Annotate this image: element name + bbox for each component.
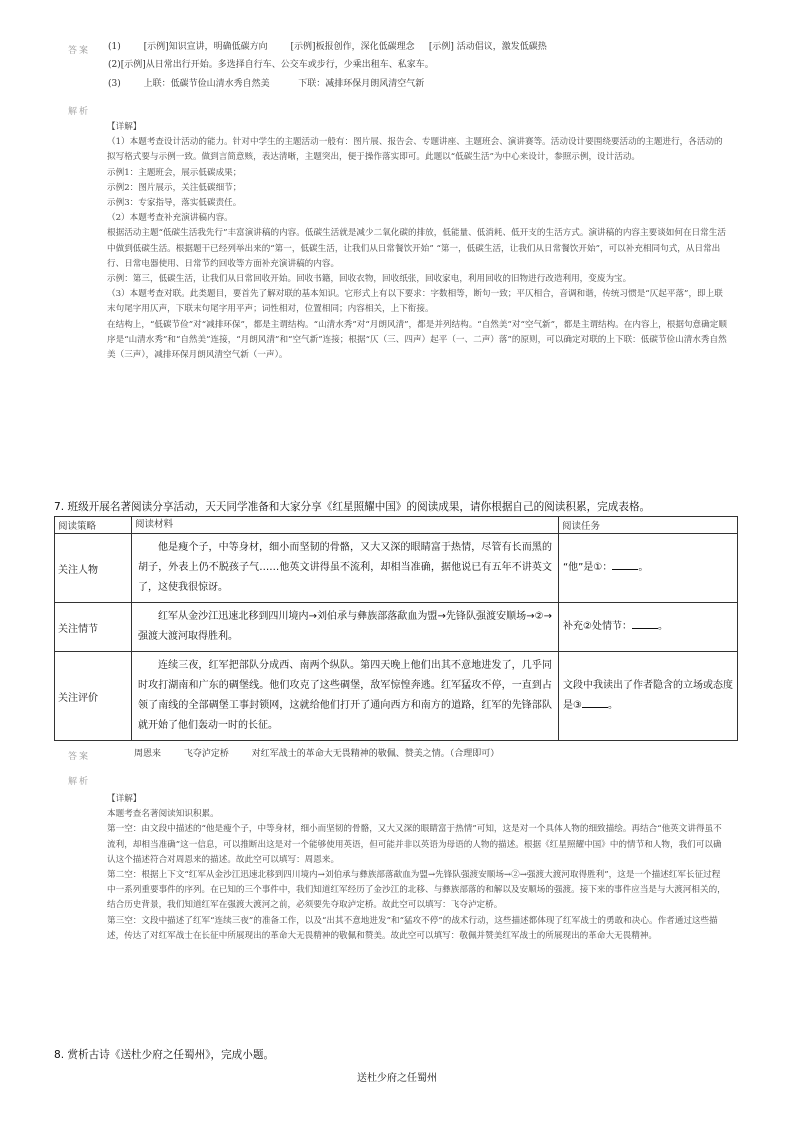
task-text: “他”是①： <box>563 562 613 573</box>
answer-blank-1[interactable] <box>612 569 638 570</box>
task-cell <box>559 652 738 741</box>
task-suffix: 。 <box>657 621 668 632</box>
analysis-label: 解析 <box>68 777 91 787</box>
explanation-paragraph: 示例1：主题班会，展示低碳成果； <box>107 167 242 178</box>
explanation-paragraph: 第一空：由文段中描述的“他是瘦个子，中等身材，细小而坚韧的骨骼，又大又深的眼睛富于热情”可知，这是对一个具体人物的细致描绘。再结合“他英文讲得虽不流利，却相当准确”这一信息，可以推断出这是对一个能够使用英语，但可能并非以英语为母语的人物的描述。根据《红星照耀中国》中的情节和人物，我们可以确认这个描述符合对周恩来的描述。故此空可以填写：周恩来。 <box>107 824 722 865</box>
task-suffix: 。 <box>638 562 649 573</box>
explanation-paragraph: （1）本题考查设计活动的能力。针对中学生的主题活动一般有：图片展、报告会、专题讲座、主题班会、演讲赛等。活动设计要围绕要活动的主题进行，各活动的拟写格式要与示例一致。做到言简意赅，表达清晰，主题突出，便于操作落实即可。此题以“低碳生活”为中心来设计，参照示例，设计活动。 <box>107 137 723 163</box>
strategy-cell: 关注人物 <box>55 534 132 603</box>
table-row <box>55 652 738 741</box>
explanation-paragraph: 第二空：根据上下文“红军从金沙江迅速北移到四川境内→刘伯承与彝族部落歃血为盟→先锋队强渡安顺场→②→强渡大渡河取得胜利”，这是一个描述红军长征过程中一系列重要事件的序列。在已知的三个事件中，我们知道红军经历了金沙江的北移、与彝族部落的和解以及安顺场的强渡。接下来的事件应当是与大渡河相关的，结合历史背景，我们知道红军在强渡大渡河之前，必须要先夺取泸定桥。故此空可以填写：飞夺泸定桥。 <box>107 870 726 911</box>
answer-blank-3[interactable] <box>582 707 608 708</box>
table-row <box>55 603 738 652</box>
strategy-cell: 关注情节 <box>55 603 132 652</box>
analysis-label: 解析 <box>68 107 91 117</box>
explanation-paragraph: 根据活动主题“低碳生活我先行”丰富演讲稿的内容。低碳生活就是减少二氧化碳的排放，低能量、低消耗、低开支的生活方式。演讲稿的内容主要谈如何在日常生活中做到低碳生活。根据题干已经列举出来的“第一，低碳生活，让我们从日常餐饮开始” “第一，低碳生活，让我们从日常餐饮开始”，可以补充相同句式，从日常出行、日常电器使用、日常节约回收等方面补充演讲稿的内容。 <box>107 228 726 269</box>
explanation-paragraph: （3）本题考查对联。此类题目，要首先了解对联的基本知识。它形式上有以下要求：字数相等，断句一致；平仄相合，音调和谐，传统习惯是“仄起平落”，即上联末句尾字用仄声，下联末句尾字用平声；词性相对，位置相同；内容相关，上下衔接。 <box>107 289 723 315</box>
header-material: 阅读材料 <box>132 517 559 534</box>
answer-line: (1) [示例]知识宣讲，明确低碳方向 [示例]板报创作，深化低碳理念 [示例] 活动倡议，激发低碳热 <box>108 42 547 52</box>
explanation-paragraph: 在结构上，“低碳节俭”对“减排环保”，都是主谓结构。“山清水秀”对“月朗风清”，都是并列结构。“自然美”对“空气新”，都是主谓结构。在内容上，根据句意确定顺序是“山清水秀”和“自然美”连接，“月朗风清”和“空气新”连接；根据“仄（三、四声）起平（一、二声）落”的原则，可以确定对联的上下联：低碳节俭山清水秀自然美（三声），减排环保月朗风清空气新（一声）。 <box>107 319 727 361</box>
header-task: 阅读任务 <box>559 517 738 534</box>
strategy-cell: 关注评价 <box>55 652 132 741</box>
material-cell: 他是瘦个子，中等身材，细小而坚韧的骨骼，又大又深的眼睛富于热情，尽管有长而黑的胡子，外表上仍不脱孩子气……他英文讲得虽不流利，却相当准确，据他说已有五年不讲英文了，这使我很惊讶。 <box>132 534 559 603</box>
poem-title: 送杜少府之任蜀州 <box>357 1073 437 1084</box>
material-cell: 连续三夜，红军把部队分成西、南两个纵队。第四天晚上他们出其不意地进发了，几乎同时攻打湖南和广东的碉堡线。他们攻克了这些碉堡，敌军惊惶奔逃。红军猛攻不停，一直到占领了南线的全部碉堡工事封锁网，这就给他们打开了通向西方和南方的道路，红军的先锋部队就开始了他们轰动一时的长征。 <box>132 652 559 741</box>
table-header-row <box>55 517 738 534</box>
answer-label: 答案 <box>68 752 91 762</box>
task-suffix: 。 <box>607 700 618 711</box>
header-strategy: 阅读策略 <box>55 517 132 534</box>
explanation-paragraph: 第三空：文段中描述了红军“连续三夜”的准备工作，以及“出其不意地进发”和“猛攻不停”的战术行动，这些描述都体现了红军战士的勇敢和决心。作者通过这些描述，传达了对红军战士在长征中所展现出的革命大无畏精神的敬佩和赞美。故此空可以填写：敬佩并赞美红军战士的所展现出的革命大无畏精神。 <box>107 915 718 941</box>
explanation-heading: 【详解】 <box>107 122 142 132</box>
material-cell: 红军从金沙江迅速北移到四川境内→刘伯承与彝族部落歃血为盟→先锋队强渡安顺场→②→强渡大渡河取得胜利。 <box>132 603 559 652</box>
task-text: 文段中我读出了作者隐含的立场或态度是③ <box>563 680 733 711</box>
question-7: 7. 班级开展名著阅读分享活动，天天同学准备和大家分享《红星照耀中国》的阅读成果，请你根据自己的阅读积累，完成表格。 <box>54 501 651 513</box>
task-cell <box>559 603 738 652</box>
q6-explanation <box>107 120 727 363</box>
table-row <box>55 534 738 603</box>
answer-line: 周恩来 飞夺泸定桥 对红军战士的革命大无畏精神的敬佩、赞美之情。（合理即可） <box>134 749 500 759</box>
answer-label: 答案 <box>68 46 91 56</box>
explanation-paragraph: 示例：第三，低碳生活，让我们从日常回收开始。回收书籍，回收衣物，回收纸张，回收家电，利用回收的旧物进行改造利用，变废为宝。 <box>107 274 632 285</box>
answer-line: (2)[示例]从日常出行开始。多选择自行车、公交车或步行，少乘出租车、私家车。 <box>108 60 434 70</box>
question-8: 8. 赏析古诗《送杜少府之任蜀州》，完成小题。 <box>54 1049 275 1061</box>
answer-line: (3) 上联：低碳节俭山清水秀自然美 下联：减排环保月朗风清空气新 <box>108 79 425 89</box>
task-cell <box>559 534 738 603</box>
reading-table <box>54 516 738 741</box>
explanation-paragraph: 本题考查名著阅读知识积累。 <box>107 809 219 820</box>
explanation-paragraph: （2）本题考查补充演讲稿内容。 <box>107 213 233 224</box>
explanation-heading: 【详解】 <box>107 794 142 804</box>
task-text: 补充②处情节： <box>563 621 632 632</box>
q7-explanation <box>107 792 727 944</box>
answer-blank-2[interactable] <box>632 628 658 629</box>
explanation-paragraph: 示例3：专家指导，落实低碳责任。 <box>107 198 242 209</box>
explanation-paragraph: 示例2：图片展示，关注低碳细节； <box>107 182 242 193</box>
